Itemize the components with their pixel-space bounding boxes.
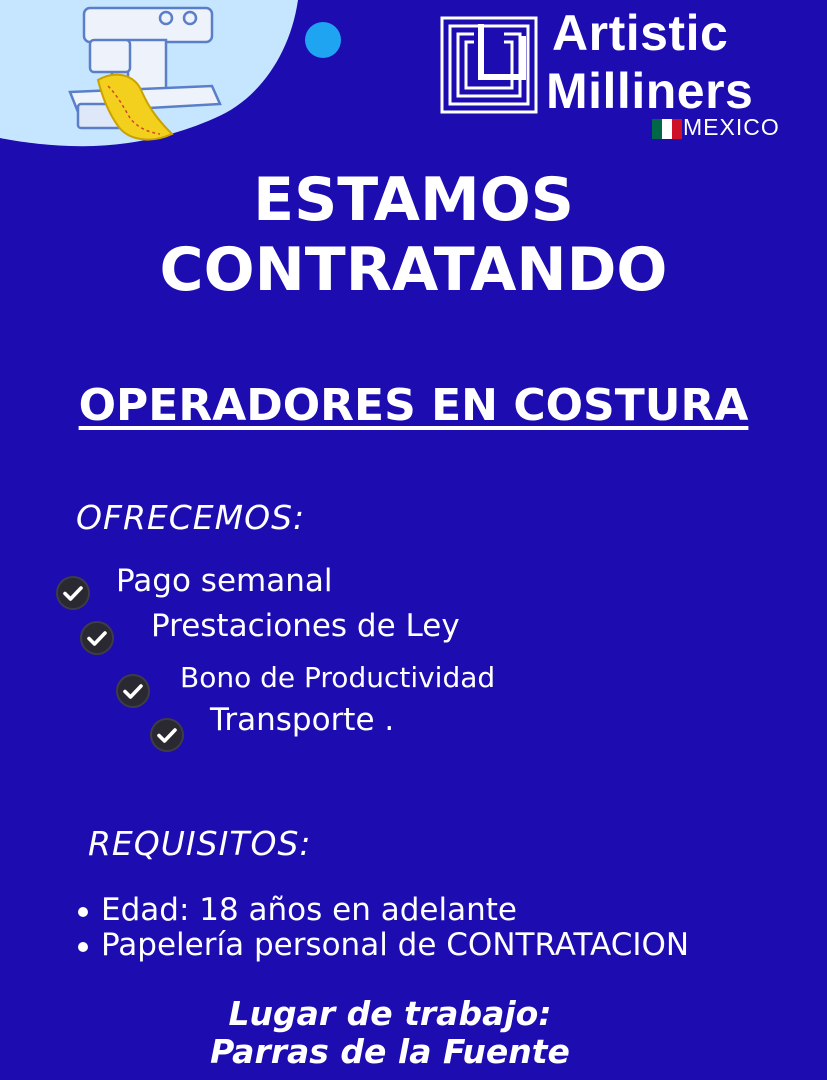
location-label: Lugar de trabajo: (228, 994, 552, 1033)
job-title: OPERADORES EN COSTURA (78, 380, 749, 431)
offer-heading: OFRECEMOS: (76, 498, 306, 537)
requirement-item: Edad: 18 años en adelante (101, 892, 517, 928)
requirements-heading: REQUISITOS: (88, 824, 312, 863)
brand-name-line2: Milliners (546, 63, 754, 119)
offer-item: Pago semanal (116, 563, 333, 599)
bullet-icon (78, 942, 88, 952)
bullet-icon (78, 907, 88, 917)
check-circle-icon (116, 674, 150, 708)
brand-name-line1: Artistic (552, 5, 729, 61)
offer-item: Prestaciones de Ley (151, 608, 460, 644)
hero-title-line2: CONTRATANDO (159, 235, 668, 305)
artistic-milliners-logo-icon (440, 16, 538, 114)
offer-item: Bono de Productividad (180, 661, 496, 694)
check-circle-icon (150, 718, 184, 752)
brand-country: MEXICO (683, 114, 780, 140)
offer-item: Transporte . (210, 702, 395, 738)
mexico-flag-icon (652, 119, 682, 139)
check-circle-icon (56, 576, 90, 610)
sewing-machine-illustration (0, 0, 300, 150)
location-value: Parras de la Fuente (210, 1032, 570, 1071)
hero-title-line1: ESTAMOS (253, 165, 574, 235)
decorative-dot (305, 22, 341, 58)
requirement-item: Papelería personal de CONTRATACION (101, 927, 690, 963)
check-circle-icon (80, 621, 114, 655)
